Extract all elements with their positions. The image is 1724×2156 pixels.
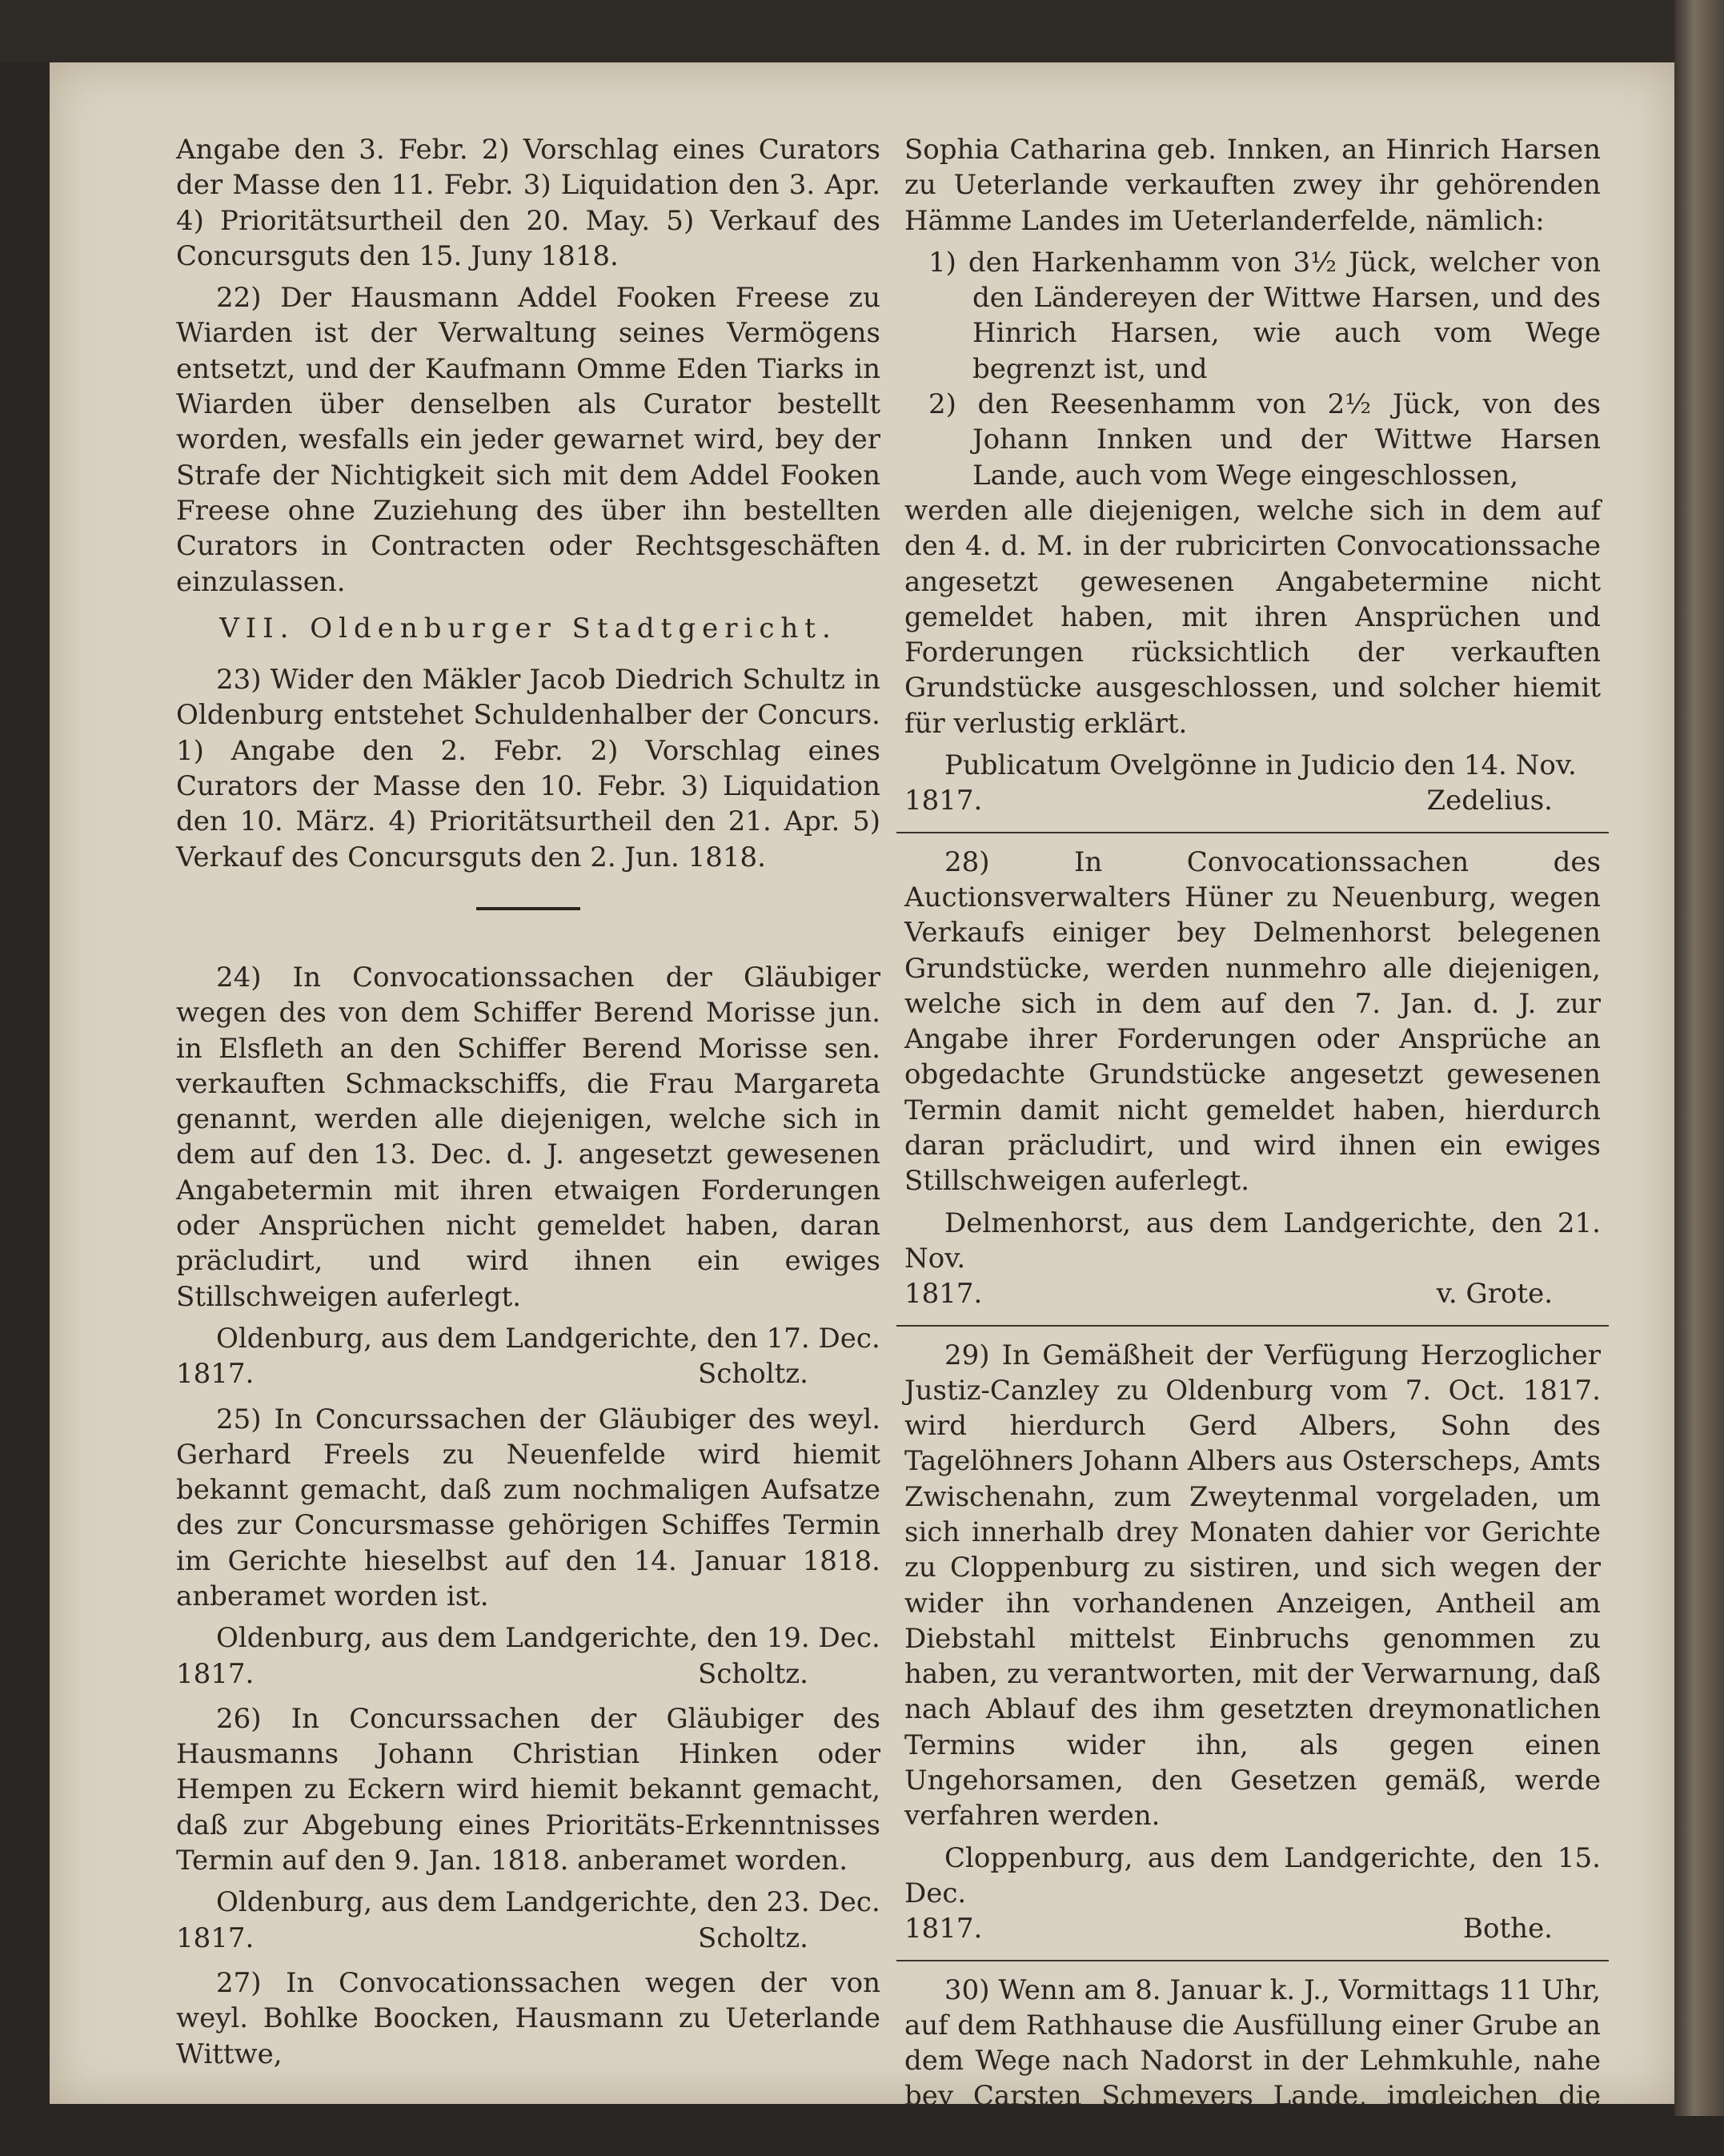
signature-25-name: Scholtz.: [698, 1657, 808, 1690]
signature-24-name: Scholtz.: [698, 1358, 808, 1391]
signature-26-place: Oldenburg, aus dem Landgerichte, den 23. Dec.: [216, 1886, 880, 1919]
paragraph-24: 24) In Convocationssachen der Gläubiger wegen des von dem Schiffer Berend Morisse jun. in Elsfleth an den Schiffer Berend Morisse sen. verkauften Schmackschiffs, die Frau Margareta genannt, werden alle diejenigen, welche sich in dem auf den 13. Dec. d. J. angesetzt gewesenen Angabetermin mit ihren etwaigen Forderungen oder Ansprüchen nicht gemeldet haben, daran präcludirt, und wird ihnen ein ewiges Stillschweigen auferlegt.: [176, 961, 880, 1313]
signature-25: [176, 1656, 880, 1692]
signature-29: [904, 1911, 1601, 1946]
list-item-1: 1) den Harkenhamm von 3½ Jück, welcher von den Ländereyen der Wittwe Harsen, und des Hinrich Harsen, wie auch vom Wege begrenzt ist, und: [928, 246, 1601, 385]
signature-26-year: 1817.: [176, 1921, 255, 1954]
signature-24: [176, 1356, 880, 1391]
signature-29-name: Bothe.: [1463, 1913, 1553, 1945]
signature-27-place: Publicatum Ovelgönne in Judicio den 14. Nov.: [944, 749, 1577, 782]
list-item-2: 2) den Reesenhamm von 2½ Jück, von des Johann Innken und der Wittwe Harsen Lande, auch vom Wege eingeschlossen,: [928, 388, 1601, 492]
signature-24-place: Oldenburg, aus dem Landgerichte, den 17. Dec.: [216, 1322, 880, 1355]
signature-27-name: Zedelius.: [1426, 785, 1553, 817]
signature-29-year: 1817.: [904, 1913, 983, 1945]
section-rule: [476, 907, 580, 910]
signature-29-place: Cloppenburg, aus dem Landgerichte, den 15. Dec.: [904, 1841, 1601, 1909]
paragraph-27-continued: Sophia Catharina geb. Innken, an Hinrich Harsen zu Ueterlande verkauften zwey ihr gehörenden Hämme Landes im Ueterlanderfelde, nämlich:: [904, 134, 1601, 237]
signature-28-year: 1817.: [904, 1278, 983, 1311]
paragraph-25: 25) In Concurssachen der Gläubiger des weyl. Gerhard Freels zu Neuenfelde wird hiemit bekannt gemacht, daß zum nochmaligen Aufsatze des zur Concursmasse gehörigen Schiffes Termin im Gerichte hieselbst auf den 14. Januar 1818. anberamet worden ist.: [176, 1403, 880, 1612]
signature-28: [904, 1276, 1601, 1311]
paragraph-30: 30) Wenn am 8. Januar k. J., Vormittags 11 Uhr, auf dem Rathhause die Ausfüllung einer Grube an dem Wege nach Nadorst in der Lehmkuhle, nahe bey Carsten Schmeyers Lande, imgleichen die Ausfüllung des an diesem Lande herausgehenden: [904, 1973, 1601, 2148]
column-separator-3: [896, 1960, 1609, 1961]
signature-25-year: 1817.: [176, 1657, 255, 1690]
signature-28-name: v. Grote.: [1436, 1278, 1553, 1311]
paragraph-27-start: 27) In Convocationssachen wegen der von weyl. Bohlke Boocken, Hausmann zu Ueterlande Wittwe,: [176, 1966, 880, 2070]
signature-26: [176, 1921, 880, 1956]
paragraph-21-tail: Angabe den 3. Febr. 2) Vorschlag eines Curators der Masse den 11. Febr. 3) Liquidation den 3. Apr. 4) Prioritätsurtheil den 20. May. 5) Verkauf des Concursguts den 15. Juny 1818.: [176, 134, 880, 272]
section-heading: VII. Oldenburger Stadtgericht.: [219, 612, 837, 644]
column-separator-1: [896, 832, 1609, 833]
paragraph-29: 29) In Gemäßheit der Verfügung Herzoglicher Justiz-Canzley zu Oldenburg vom 7. Oct. 1817. wird hierdurch Gerd Albers, Sohn des Tagelöhners Johann Albers aus Osterscheps, Amts Zwischenahn, zum Zweytenmal vorgeladen, um sich innerhalb drey Monaten dahier vor Gerichte zu Cloppenburg zu sistiren, und sich wegen der wider ihn vorhandenen Anzeigen, Antheil am Diebstahl mittelst Einbruchs genommen zu haben, zu verantworten, mit der Verwarnung, daß nach Ablauf des ihm gesetzten dreymonatlichen Termins wider ihn, als gegen einen Ungehorsamen, den Gesetzen gemäß, werde verfahren werden.: [904, 1339, 1601, 1833]
signature-24-year: 1817.: [176, 1358, 255, 1391]
signature-25-place: Oldenburg, aus dem Landgerichte, den 19. Dec.: [216, 1622, 880, 1655]
signature-27-year: 1817.: [904, 785, 983, 817]
paragraph-23: 23) Wider den Mäkler Jacob Diedrich Schultz in Oldenburg entstehet Schuldenhalber der Concurs. 1) Angabe den 2. Febr. 2) Vorschlag eines Curators der Masse den 10. Febr. 3) Liquidation den 10. März. 4) Prioritätsurtheil den 21. Apr. 5) Verkauf des Concursguts den 2. Jun. 1818.: [176, 664, 880, 873]
signature-26-name: Scholtz.: [698, 1921, 808, 1954]
signature-28-place: Delmenhorst, aus dem Landgerichte, den 21. Nov.: [904, 1206, 1601, 1275]
paragraph-26: 26) In Concurssachen der Gläubiger des Hausmanns Johann Christian Hinken oder Hempen zu Eckern wird hiemit bekannt gemacht, daß zur Abgebung eines Prioritäts-Erkenntnisses Termin auf den 9. Jan. 1818. anberamet worden.: [176, 1702, 880, 1877]
paragraph-27-end: werden alle diejenigen, welche sich in dem auf den 4. d. M. in der rubricirten Convocationssache angesetzt gewesenen Angabetermine nicht gemeldet haben, mit ihren Ansprüchen und Forderungen rücksichtlich der verkauften Grundstücke ausgeschlossen, und solcher hiemit für verlustig erklärt.: [904, 494, 1601, 740]
signature-27: [904, 783, 1601, 818]
left-column: [176, 132, 880, 2078]
column-separator-2: [896, 1325, 1609, 1327]
scan-top-band: [0, 0, 1724, 62]
paragraph-28: 28) In Convocationssachen des Auctionsverwalters Hüner zu Neuenburg, wegen Verkaufs einiger bey Delmenhorst belegenen Grundstücke, werden nunmehro alle diejenigen, welche sich in dem auf den 7. Jan. d. J. zur Angabe ihrer Forderungen oder Ansprüche an obgedachte Grundstücke angesetzt gewesenen Termin damit nicht gemeldet haben, hierdurch daran präcludirt, und wird ihnen ein ewiges Stillschweigen auferlegt.: [904, 845, 1601, 1198]
paragraph-22: 22) Der Hausmann Addel Fooken Freese zu Wiarden ist der Verwaltung seines Vermögens entsetzt, und der Kaufmann Omme Eden Tiarks in Wiarden über denselben als Curator bestellt worden, wesfalls ein jeder gewarnet wird, bey der Strafe der Nichtigkeit sich mit dem Addel Fooken Freese ohne Zuziehung des über ihn bestellten Curators in Contracten oder Rechtsgeschäften einzulassen.: [176, 282, 880, 598]
right-column: [904, 132, 1601, 2156]
page-edge-binding: [1674, 0, 1724, 2116]
